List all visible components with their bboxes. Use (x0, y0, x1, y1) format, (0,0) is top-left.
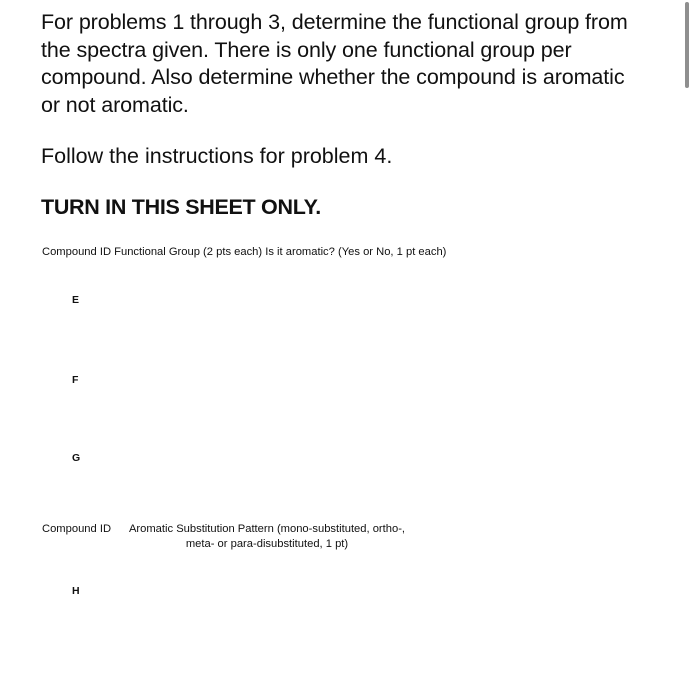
turn-in-notice: TURN IN THIS SHEET ONLY. (41, 195, 321, 219)
table1-header: Compound ID Functional Group (2 pts each) Is it aromatic? (Yes or No, 1 pt each) (42, 246, 447, 258)
intro-instructions: For problems 1 through 3, determine the functional group from the spectra given. There is only one functional group per compound. Also determine whether the compound is aromatic or not aromatic. (41, 10, 628, 117)
compound-id-g: G (72, 452, 81, 464)
compound-id-h: H (72, 585, 80, 597)
compound-id-e: E (72, 294, 80, 306)
table2-substitution-header: Aromatic Substitution Pattern (mono-substituted, ortho-, meta- or para-disubstituted, 1 pt) (128, 523, 406, 550)
scrollbar[interactable] (682, 0, 692, 700)
scrollbar-thumb[interactable] (685, 2, 689, 88)
compound-id-f: F (72, 374, 79, 386)
table2-compound-id-header: Compound ID (42, 523, 112, 535)
follow-instructions: Follow the instructions for problem 4. (41, 144, 393, 168)
